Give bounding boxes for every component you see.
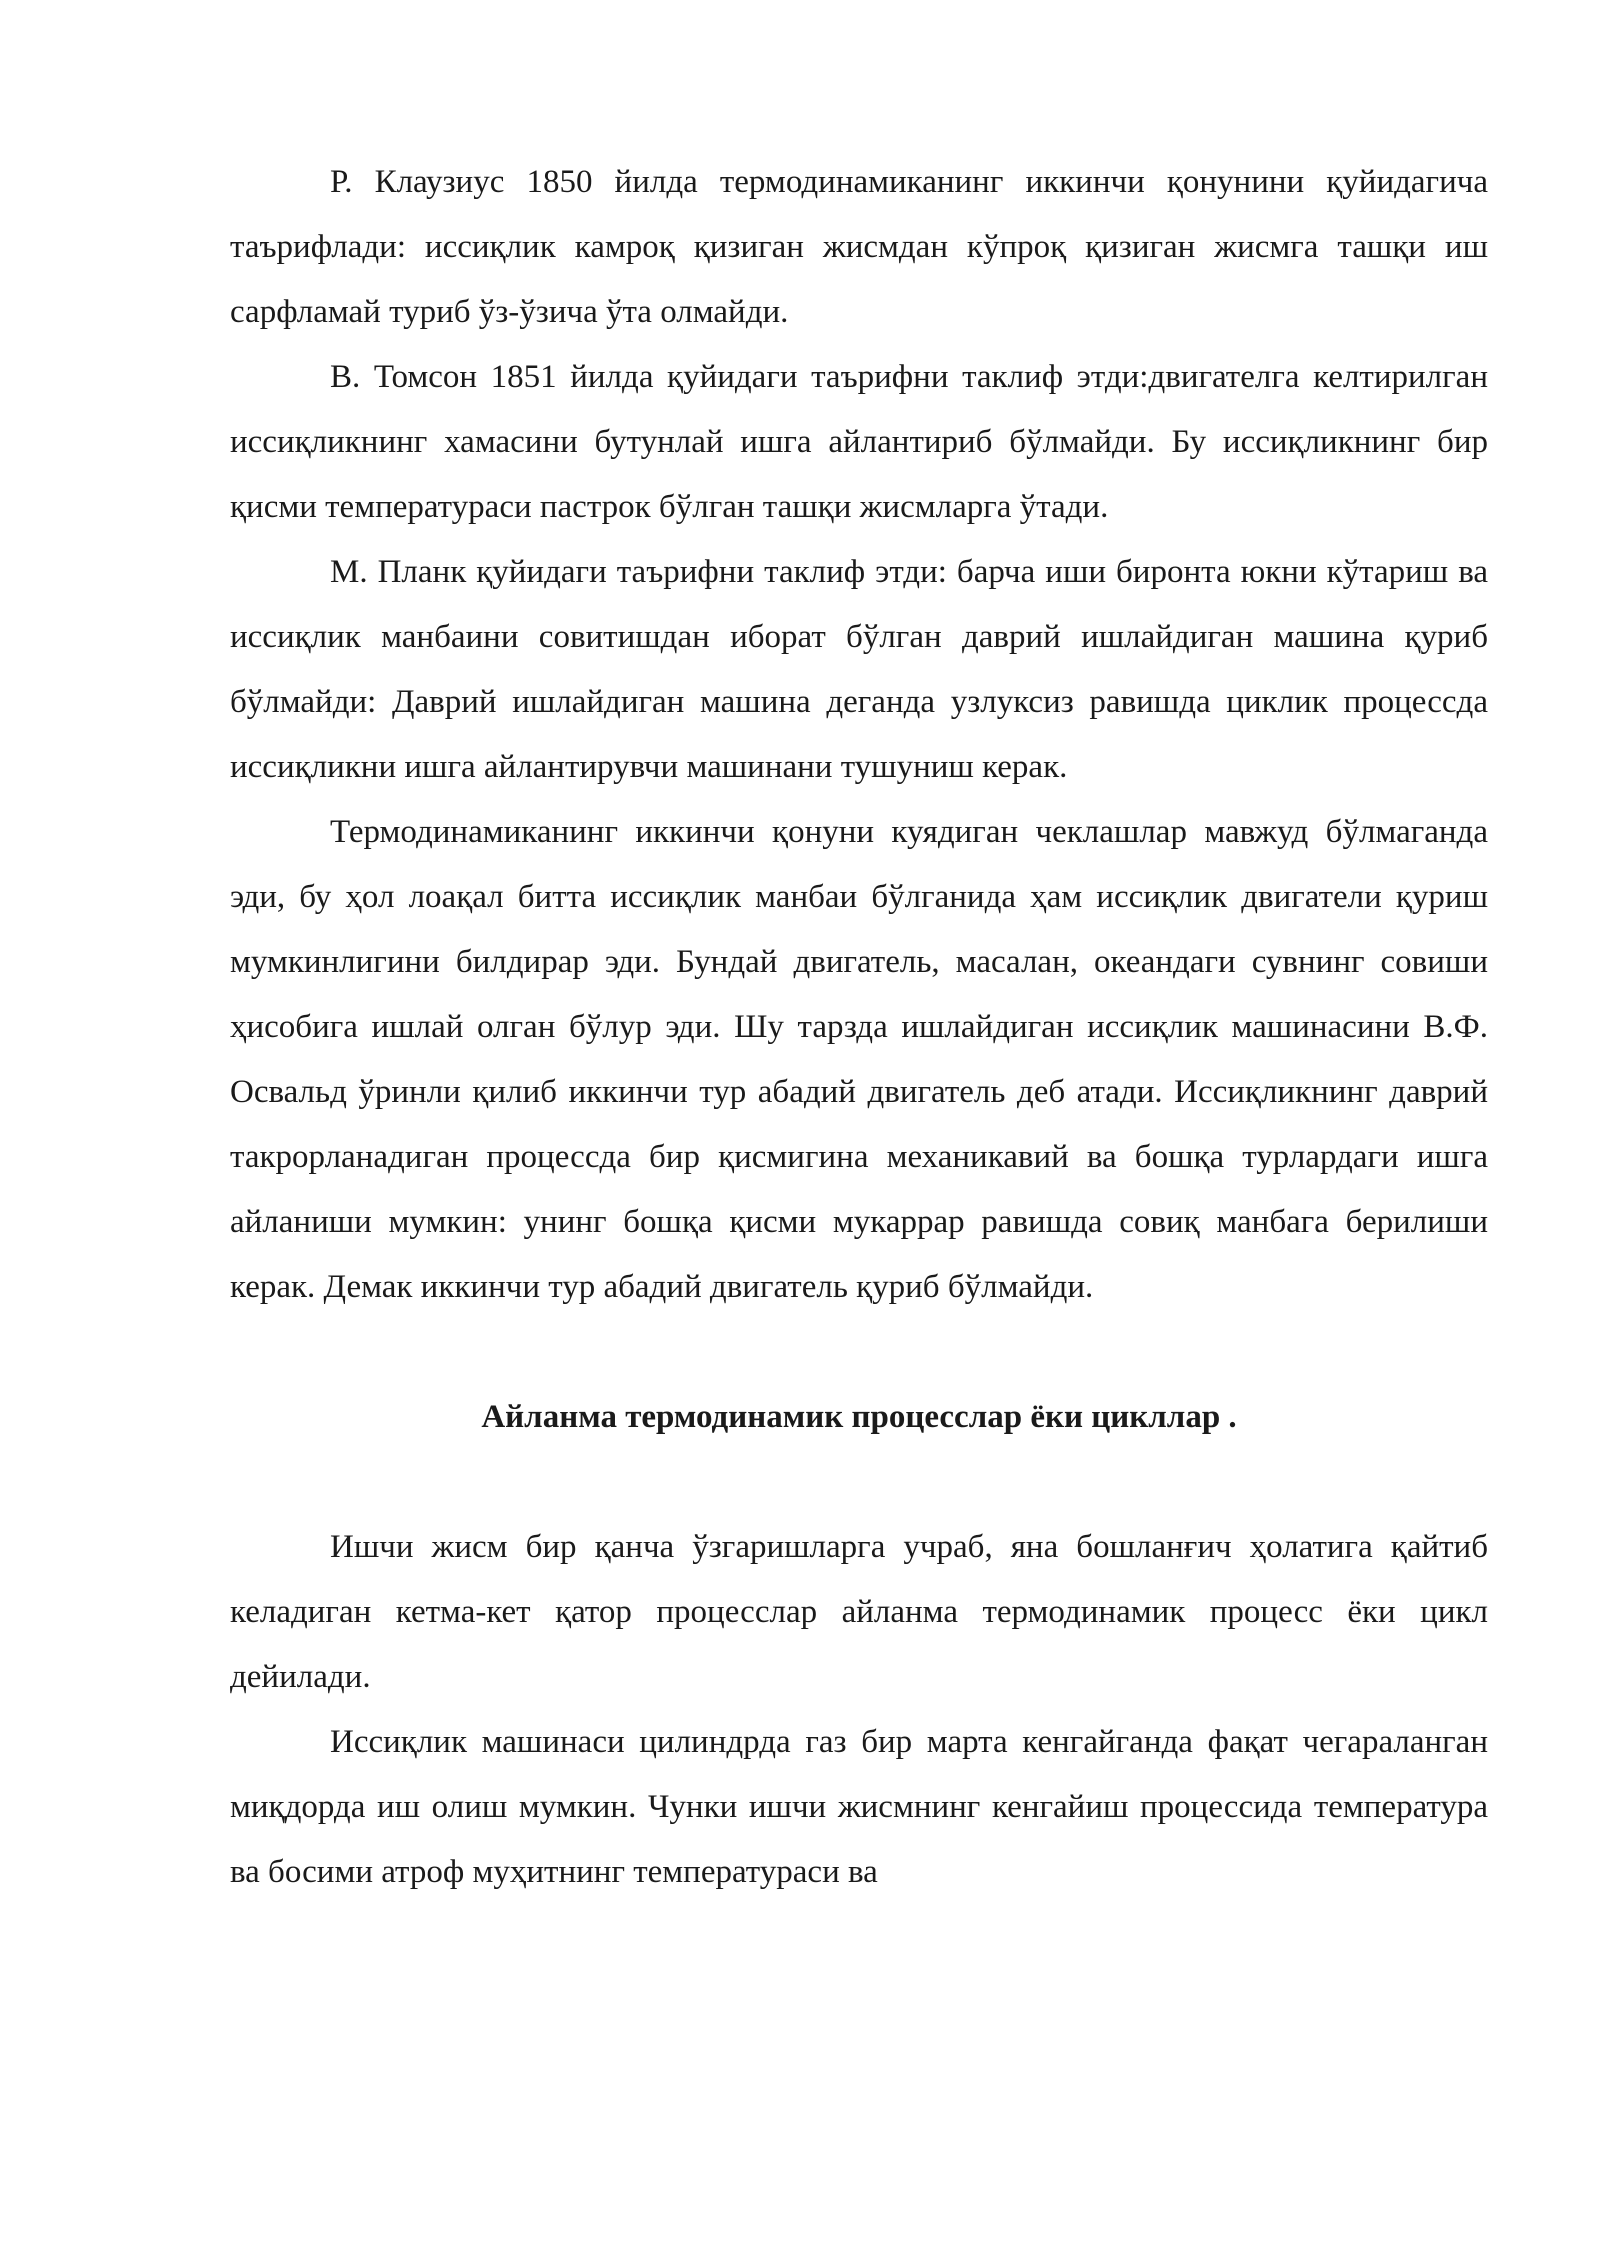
paragraph-second-law-limits: Термодинамиканинг иккинчи қонуни куядиган чеклашлар мавжуд бўлмаганда эди, бу ҳол лоақал битта иссиқлик манбаи бўлганида ҳам иссиқлик двигатели қуриш мумкинлигини билдирар эди. Бундай двигатель, масалан, океандаги сувнинг совиши ҳисобига ишлай олган бўлур эди. Шу тарзда ишлайдиган иссиқлик машинасини В.Ф. Освальд ўринли қилиб иккинчи тур абадий двигатель деб атади. Иссиқликнинг даврий такрорланадиган процессда бир қисмигина механикавий ва бошқа турлардаги ишга айланиши мумкин: унинг бошқа қисми мукаррар равишда совиқ манбага берилиши керак. Демак иккинчи тур абадий двигатель қуриб бўлмайди. [230,814,1488,1305]
document-body [230,150,1488,1905]
section-heading: Айланма термодинамик процесслар ёки цикллар . [481,1399,1237,1435]
paragraph-heat-machine: Иссиқлик машинаси цилиндрда газ бир марта кенгайганда фақат чегараланган миқдорда иш олиш мумкин. Чунки ишчи жисмнинг кенгайиш процессида температура ва босими атроф муҳитнинг температураси ва [230,1724,1488,1890]
paragraph-cycle-definition: Ишчи жисм бир қанча ўзгаришларга учраб, яна бошланғич ҳолатига қайтиб келадиган кетма-кет қатор процесслар айланма термодинамик процесс ёки цикл дейилади. [230,1529,1488,1695]
paragraph-thomson: В. Томсон 1851 йилда қуйидаги таърифни таклиф этди:двигателга келтирилган иссиқликнинг хамасини бутунлай ишга айлантириб бўлмайди. Бу иссиқликнинг бир қисми температураси пастрок бўлган ташқи жисмларга ўтади. [230,359,1488,525]
paragraph-clausius: Р. Клаузиус 1850 йилда термодинамиканинг иккинчи қонунини қуйидагича таърифлади: иссиқлик камроқ қизиган жисмдан кўпроқ қизиган жисмга ташқи иш сарфламай туриб ўз-ўзича ўта олмайди. [230,164,1488,330]
paragraph-planck: М. Планк қуйидаги таърифни таклиф этди: барча иши биронта юкни кўтариш ва иссиқлик манбаини совитишдан иборат бўлган даврий ишлайдиган машина қуриб бўлмайди: Даврий ишлайдиган машина деганда узлуксиз равишда циклик процессда иссиқликни ишга айлантирувчи машинани тушуниш керак. [230,554,1488,785]
